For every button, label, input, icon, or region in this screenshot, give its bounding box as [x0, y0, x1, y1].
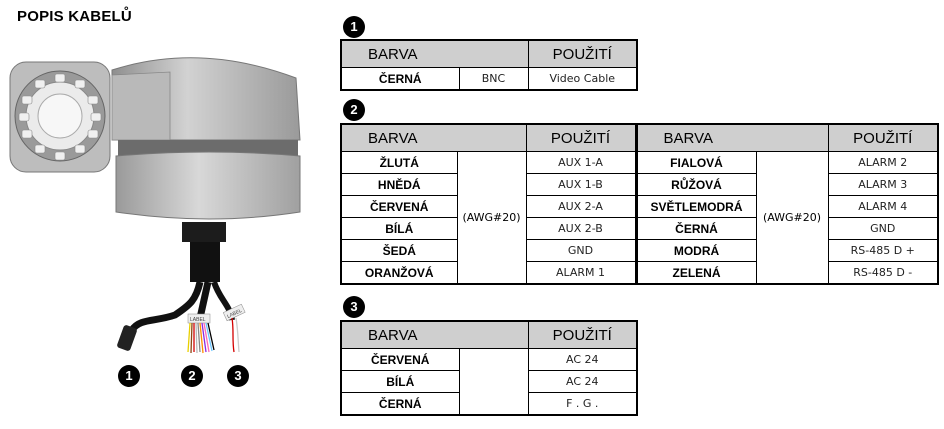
- badge-3-image: 3: [227, 365, 249, 387]
- table2-right-color: ZELENÁ: [636, 262, 756, 285]
- cable-table-1: [340, 39, 638, 91]
- table2-right-use: RS-485 D +: [828, 240, 938, 262]
- table2-right-use: RS-485 D -: [828, 262, 938, 285]
- table1-use: Video Cable: [528, 68, 637, 91]
- badge-3: 3: [343, 296, 365, 318]
- table3-color: ČERNÁ: [341, 393, 459, 416]
- header-barva: BARVA: [341, 124, 526, 152]
- badge-2: 2: [343, 99, 365, 121]
- cable-label-b: LABEL: [226, 307, 243, 320]
- awg-label: (AWG#20): [756, 152, 828, 285]
- header-pouziti: POUŽITÍ: [528, 40, 637, 68]
- table3-use: AC 24: [528, 349, 637, 371]
- table3-use: AC 24: [528, 371, 637, 393]
- header-barva: BARVA: [341, 40, 528, 68]
- table2-left-color: ORANŽOVÁ: [341, 262, 457, 285]
- cable-connector: [182, 222, 226, 242]
- badge-1-image: 1: [118, 365, 140, 387]
- table2-right-use: GND: [828, 218, 938, 240]
- header-pouziti: POUŽITÍ: [528, 321, 637, 349]
- table2-right-color: MODRÁ: [636, 240, 756, 262]
- table2-right-use: ALARM 4: [828, 196, 938, 218]
- table3-color: BÍLÁ: [341, 371, 459, 393]
- table2-right-color: FIALOVÁ: [636, 152, 756, 174]
- badge-1: 1: [343, 16, 365, 38]
- wire-bundle: [188, 318, 239, 353]
- table2-left-use: AUX 1-B: [526, 174, 636, 196]
- table1-color: ČERNÁ: [341, 68, 459, 91]
- header-barva: BARVA: [341, 321, 528, 349]
- cable-table-3: [340, 320, 638, 416]
- header-pouziti: POUŽITÍ: [526, 124, 636, 152]
- table3-color: ČERVENÁ: [341, 349, 459, 371]
- table2-right-use: ALARM 2: [828, 152, 938, 174]
- table2-left-use: GND: [526, 240, 636, 262]
- table2-left-use: AUX 2-B: [526, 218, 636, 240]
- table2-right-color: ČERNÁ: [636, 218, 756, 240]
- table2-left-color: ČERVENÁ: [341, 196, 457, 218]
- header-pouziti: POUŽITÍ: [828, 124, 938, 152]
- table2-left-color: BÍLÁ: [341, 218, 457, 240]
- header-barva: BARVA: [636, 124, 828, 152]
- table3-use: F . G .: [528, 393, 637, 416]
- table2-left-use: ALARM 1: [526, 262, 636, 285]
- badge-2-image: 2: [181, 365, 203, 387]
- table2-left-color: ŽLUTÁ: [341, 152, 457, 174]
- bnc-connector: [116, 324, 137, 351]
- camera-illustration: [0, 40, 320, 400]
- table2-left-use: AUX 1-A: [526, 152, 636, 174]
- table2-right-color: RŮŽOVÁ: [636, 174, 756, 196]
- table1-type: BNC: [459, 68, 528, 91]
- awg-label: (AWG#20): [457, 152, 526, 285]
- table3-empty-cell: [459, 349, 528, 416]
- cable-table-2: [340, 123, 939, 285]
- table2-right-use: ALARM 3: [828, 174, 938, 196]
- table2-right-color: SVĚTLEMODRÁ: [636, 196, 756, 218]
- table2-left-color: ŠEDÁ: [341, 240, 457, 262]
- page-title: POPIS KABELŮ: [17, 8, 132, 25]
- table2-left-color: HNĚDÁ: [341, 174, 457, 196]
- cable-label-a: LABEL: [190, 317, 206, 323]
- table2-left-use: AUX 2-A: [526, 196, 636, 218]
- camera-base: [116, 152, 300, 219]
